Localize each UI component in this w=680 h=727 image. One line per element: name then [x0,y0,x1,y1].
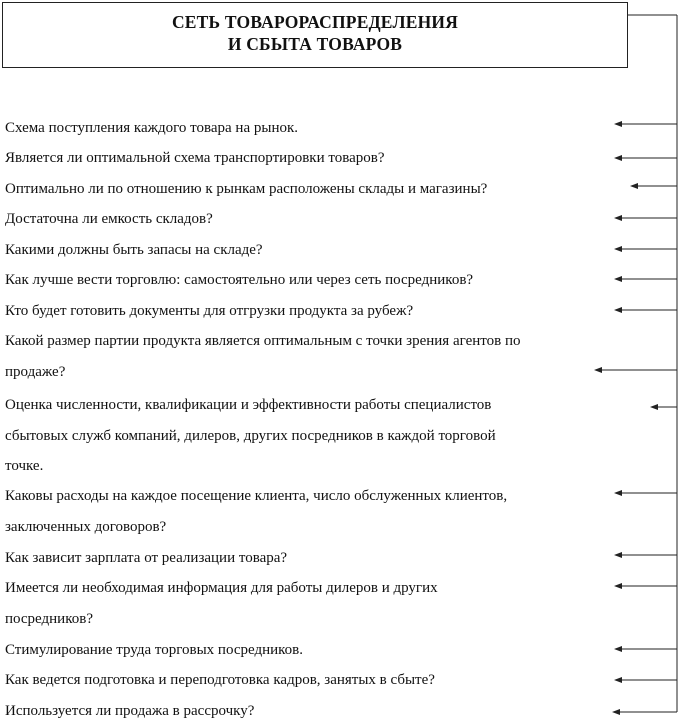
arrow-head-icon-2 [614,155,622,161]
title-line-1: СЕТЬ ТОВАРОРАСПРЕДЕЛЕНИЯ [171,12,459,32]
arrow-head-icon-1 [614,121,622,127]
question-item-7: Кто будет готовить документы для отгрузки продукта за рубеж? [5,303,414,319]
question-item-8-line-1: Какой размер партии продукта является оптимальным с точки зрения агентов по [5,333,521,349]
arrow-head-icon-7 [614,307,622,313]
arrow-head-icon-12 [614,583,622,589]
question-item-10-line-1: Каковы расходы на каждое посещение клиента, число обслуженных клиентов, [5,488,508,504]
question-item-6: Как лучше вести торговлю: самостоятельно или через сеть посредников? [5,272,474,288]
question-item-10-line-2: заключенных договоров? [5,518,167,535]
arrow-head-icon-9 [650,404,658,410]
question-item-15: Используется ли продажа в рассрочку? [5,703,255,719]
arrow-head-icon-11 [614,552,622,558]
title-box [2,2,628,68]
arrow-head-icon-5 [614,246,622,252]
question-item-3: Оптимально ли по отношению к рынкам расположены склады и магазины? [5,181,488,197]
question-item-9-line-1: Оценка численности, квалификации и эффективности работы специалистов [5,397,492,413]
arrow-head-icon-4 [614,215,622,221]
question-item-12-line-1: Имеется ли необходимая информация для работы дилеров и других [5,580,438,596]
title-line-2: И СБЫТА ТОВАРОВ [227,34,403,54]
question-item-8-line-2: продаже? [5,363,66,380]
question-item-5: Какими должны быть запасы на складе? [5,242,263,258]
question-item-9-line-3: точке. [5,458,44,474]
question-item-4: Достаточна ли емкость складов? [5,211,213,227]
question-item-1: Схема поступления каждого товара на рынок. [5,120,299,136]
arrow-head-icon-13 [614,646,622,652]
arrow-head-icon-3 [630,183,638,189]
question-item-14: Как ведется подготовка и переподготовка кадров, занятых в сбыте? [5,672,435,688]
question-item-13: Стимулирование труда торговых посредников. [5,642,303,658]
question-item-2: Является ли оптимальной схема транспортировки товаров? [5,150,385,166]
question-item-12-line-2: посредников? [5,610,93,627]
question-item-11: Как зависит зарплата от реализации товара? [5,550,288,566]
arrow-head-icon-10 [614,490,622,496]
question-item-9-line-2: сбытовых служб компаний, дилеров, других посредников в каждой торговой [5,427,496,444]
arrow-head-icon-14 [614,677,622,683]
arrow-head-icon-6 [614,276,622,282]
